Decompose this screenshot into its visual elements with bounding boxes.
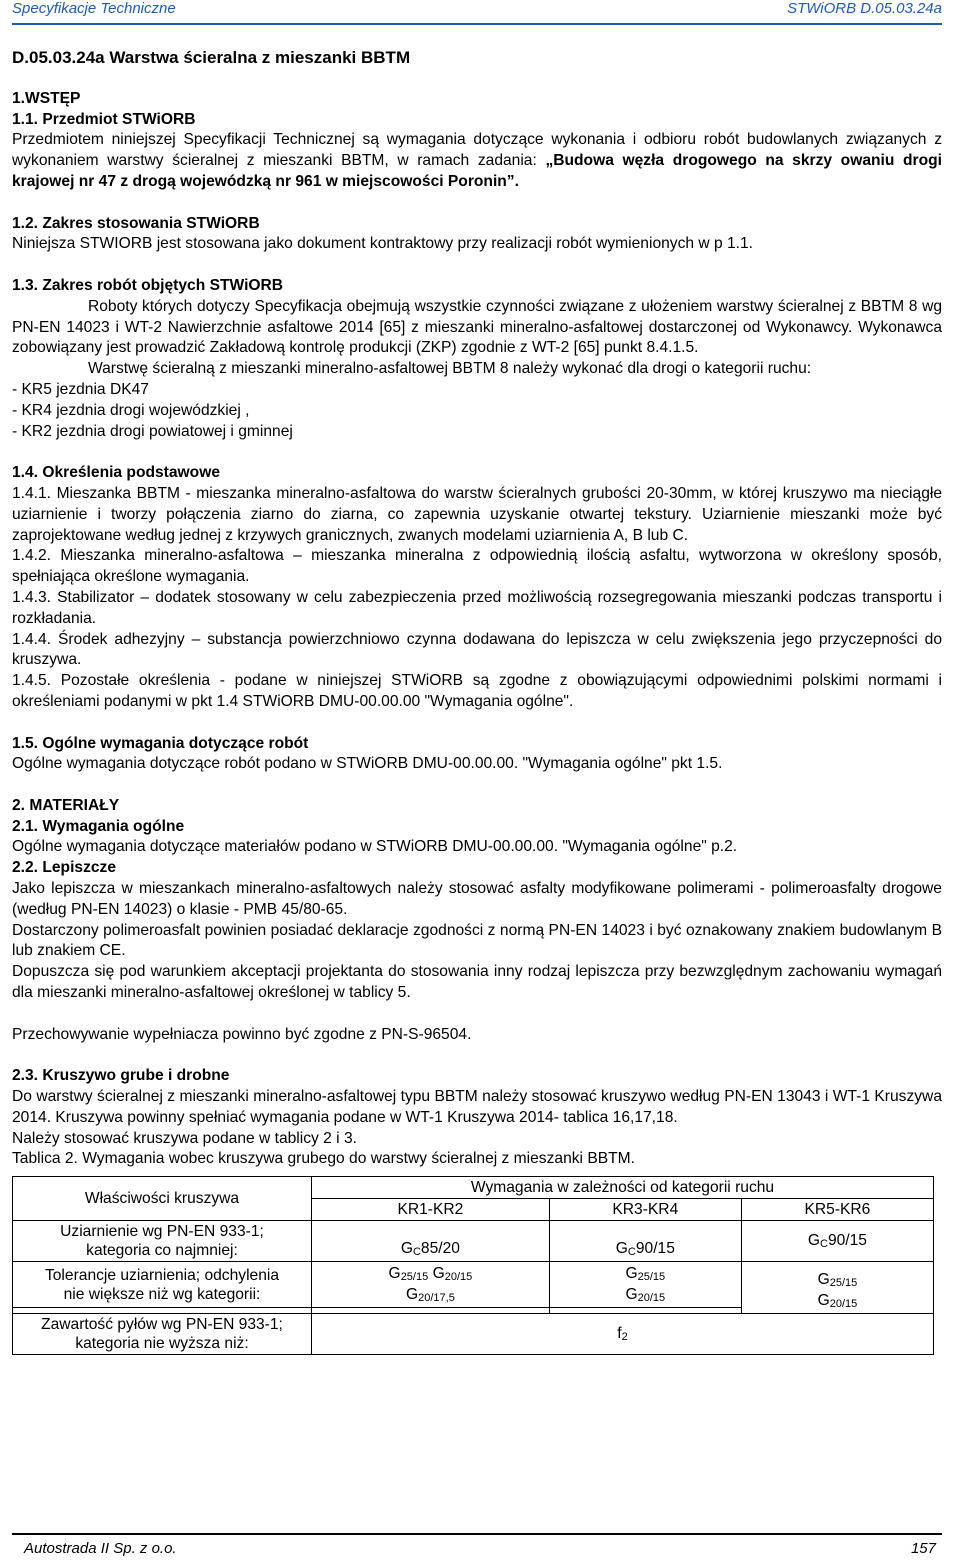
definition-1-4-1: 1.4.1. Mieszanka BBTM - mieszanka mineralno-asfaltowa do warstw ścieralnych grubości 20-30mm, w której kruszywo ma nieciągłe uziarnienie i tworzy połączenia ziarno do ziarna, co zapewnia uzyskanie otwartej tekstury. Uziarnienie mieszanki może być zaprojektowane według jednej z krzywych granicznych, zwanych modelami uziarnienia A, B lub C. bbox=[12, 484, 942, 544]
row-label-tolerance bbox=[13, 1262, 312, 1308]
page-header bbox=[12, 0, 942, 24]
header-category: KR3-KR4 bbox=[549, 1199, 741, 1221]
label-line: nie większe niż wg kategorii: bbox=[63, 1285, 261, 1303]
section-1-5-title: 1.5. Ogólne wymagania dotyczące robót bbox=[12, 734, 309, 752]
section-2-3-title: 2.3. Kruszywo grube i drobne bbox=[12, 1067, 230, 1085]
aggregate-requirements-table bbox=[12, 1176, 934, 1355]
row-label-fines bbox=[13, 1314, 312, 1355]
table-row bbox=[13, 1221, 934, 1262]
header-right: STWiORB D.05.03.24a bbox=[787, 0, 942, 17]
section-2-1-text: Ogólne wymagania dotyczące materiałów podano w STWiORB DMU-00.00.00. "Wymagania ogólne" p.2. bbox=[12, 838, 738, 856]
label-line: kategoria nie wyższa niż: bbox=[75, 1335, 249, 1353]
section-1-3-p1 bbox=[12, 297, 942, 359]
cell-fines: $f_2$ bbox=[312, 1314, 934, 1355]
definition-1-4-4: 1.4.4. Środek adhezyjny – substancja powierzchniowo czynna dodawana do lepiszcza w celu zwiększenia jego przyczepności do kruszywa. bbox=[12, 630, 942, 669]
section-2-2-p2: Dostarczony polimeroasfalt powinien posiadać deklaracje zgodności z normą PN-EN 14023 i być oznakowany znakiem budowlanym B lub znakiem CE. bbox=[12, 921, 942, 960]
page-number: 157 bbox=[910, 1540, 936, 1557]
section-1-title: 1.WSTĘP bbox=[12, 89, 81, 107]
section-1-2-title: 1.2. Zakres stosowania STWiORB bbox=[12, 214, 260, 232]
cell-tolerance-kr3: $G_{25/15}$ $G_{20/15}$ bbox=[549, 1262, 741, 1308]
s13-p1-text: Roboty których dotyczy Specyfikacja obejmują wszystkie czynności związane z ułożeniem warstwy ścieralnej z BBTM 8 wg PN-EN 14023 i WT-2 Nawierzchnie asfaltowe 2014 [65] z mieszanki mineralno-asfaltowej dostarczonej od Wykonawcy. Wykonawca zobowiązany jest prowadzić Zakładową kontrolę produkcji (ZKP) zgodnie z WT-2 [65] punkt 8.4.1.5. bbox=[12, 297, 942, 357]
section-2-2-p3: Dopuszcza się pod warunkiem akceptacji projektanta do stosowania inny rodzaj lepiszcza przy bezwzględnym zachowaniu wymagań dla mieszanki mineralno-asfaltowej określonej w tablicy 5. bbox=[12, 963, 942, 1002]
section-2-title: 2. MATERIAŁY bbox=[12, 796, 120, 814]
definition-1-4-2: 1.4.2. Mieszanka mineralno-asfaltowa – mieszanka mineralna z odpowiednią ilością asfaltu, wytworzona w określony sposób, spełniająca określone wymagania. bbox=[12, 547, 942, 586]
document-body bbox=[12, 48, 942, 1355]
section-2-2-p1: Jako lepiszcza w mieszankach mineralno-asfaltowych należy stosować asfalty modyfikowane polimerami - polimeroasfalty drogowe (według PN-EN 14023) o klasie - PMB 45/80-65. bbox=[12, 880, 942, 918]
label-line: Tolerancje uziarnienia; odchylenia bbox=[44, 1266, 280, 1284]
footer-rule bbox=[12, 1533, 942, 1535]
list-item: - KR4 jezdnia drogi wojewódzkiej , bbox=[12, 401, 250, 419]
header-category: KR5-KR6 bbox=[741, 1199, 933, 1221]
cell-grading-kr5: $G_C90/15$ bbox=[741, 1221, 933, 1262]
list-item: - KR5 jezdnia DK47 bbox=[12, 380, 149, 398]
table-row bbox=[13, 1262, 934, 1308]
section-2-2-p4: Przechowywanie wypełniacza powinno być zgodne z PN-S-96504. bbox=[12, 1025, 472, 1043]
section-1-3-title: 1.3. Zakres robót objętych STWiORB bbox=[12, 276, 284, 294]
section-2-3-p1: Do warstwy ścieralnej z mieszanki mineralno-asfaltowej typu BBTM należy stosować kruszywo według PN-EN 13043 i WT-1 Kruszywa 2014. Kruszywa powinny spełniać wymagania podane w WT-1 Kruszywa 2014- tablica 16,17,18. bbox=[12, 1088, 942, 1126]
section-1-1-text bbox=[12, 130, 942, 192]
header-left: Specyfikacje Techniczne bbox=[12, 0, 176, 17]
list-item: - KR2 jezdnia drogi powiatowej i gminnej bbox=[12, 422, 293, 440]
s13-p2-text: Warstwę ścieralną z mieszanki mineralno-asfaltowej BBTM 8 należy wykonać dla drogi o kategorii ruchu: bbox=[88, 360, 812, 378]
header-category: KR1-KR2 bbox=[312, 1199, 550, 1221]
definition-1-4-3: 1.4.3. Stabilizator – dodatek stosowany w celu zabezpieczenia przed możliwością rozsegregowania mieszanki podczas transportu i rozkładania. bbox=[12, 588, 942, 627]
section-1-5-text: Ogólne wymagania dotyczące robót podano w STWiORB DMU-00.00.00. "Wymagania ogólne" pkt 1.5. bbox=[12, 755, 723, 773]
footer-company: Autostrada II Sp. z o.o. bbox=[24, 1540, 177, 1557]
section-2-1-title: 2.1. Wymagania ogólne bbox=[12, 817, 185, 835]
document-title: D.05.03.24a Warstwa ścieralna z mieszanki BBTM bbox=[12, 48, 411, 67]
header-requirements: Wymagania w zależności od kategorii ruchu bbox=[312, 1177, 934, 1199]
cell-grading-kr3: $G_C90/15$ bbox=[549, 1221, 741, 1262]
section-1-3-p2 bbox=[12, 359, 942, 380]
section-2-3-p2: Należy stosować kruszywa podane w tablicy 2 i 3. bbox=[12, 1129, 357, 1147]
cell-grading-kr1: $G_C85/20$ bbox=[312, 1221, 550, 1262]
section-1-1-title: 1.1. Przedmiot STWiORB bbox=[12, 110, 196, 128]
table-caption: Tablica 2. Wymagania wobec kruszywa grubego do warstwy ścieralnej z mieszanki BBTM. bbox=[12, 1150, 635, 1168]
table-row bbox=[13, 1314, 934, 1355]
cell-tolerance-kr5: $G_{25/15}$ $G_{20/15}$ bbox=[741, 1262, 933, 1314]
s11-text: Przedmiotem niniejszej Specyfikacji Technicznej są wymagania dotyczące wykonania i odbioru robót budowlanych związanych z wykonaniem warstwy ścieralnej z mieszanki BBTM, w ramach zadania: bbox=[12, 131, 942, 170]
label-line: kategoria co najmniej: bbox=[86, 1242, 238, 1260]
definition-1-4-5: 1.4.5. Pozostałe określenia - podane w niniejszej STWiORB są zgodne z obowiązującymi odpowiednimi polskimi normami i określeniami podanymi w pkt 1.4 STWiORB DMU-00.00.00 "Wymagania ogólne". bbox=[12, 672, 942, 710]
header-rule bbox=[12, 23, 942, 25]
cell-tolerance-kr1: $G_{25/15}$ $G_{20/15}$ $G_{20/17,5}$ bbox=[312, 1262, 550, 1308]
label-line: Zawartość pyłów wg PN-EN 933-1; bbox=[41, 1316, 283, 1334]
row-label-grading bbox=[13, 1221, 312, 1262]
s11-task-name: „Budowa węzła drogowego na skrzy owaniu drogi krajowej nr 47 z drogą wojewódzką nr 961 w miejscowości Poronin”. bbox=[12, 152, 942, 190]
section-2-2-title: 2.2. Lepiszcze bbox=[12, 859, 117, 877]
section-1-4-title: 1.4. Określenia podstawowe bbox=[12, 464, 220, 482]
section-1-2-text: Niniejsza STWIORB jest stosowana jako dokument kontraktowy przy realizacji robót wymienionych w p 1.1. bbox=[12, 235, 754, 253]
label-line: Uziarnienie wg PN-EN 933-1; bbox=[60, 1223, 264, 1241]
header-properties: Właściwości kruszywa bbox=[13, 1177, 312, 1221]
